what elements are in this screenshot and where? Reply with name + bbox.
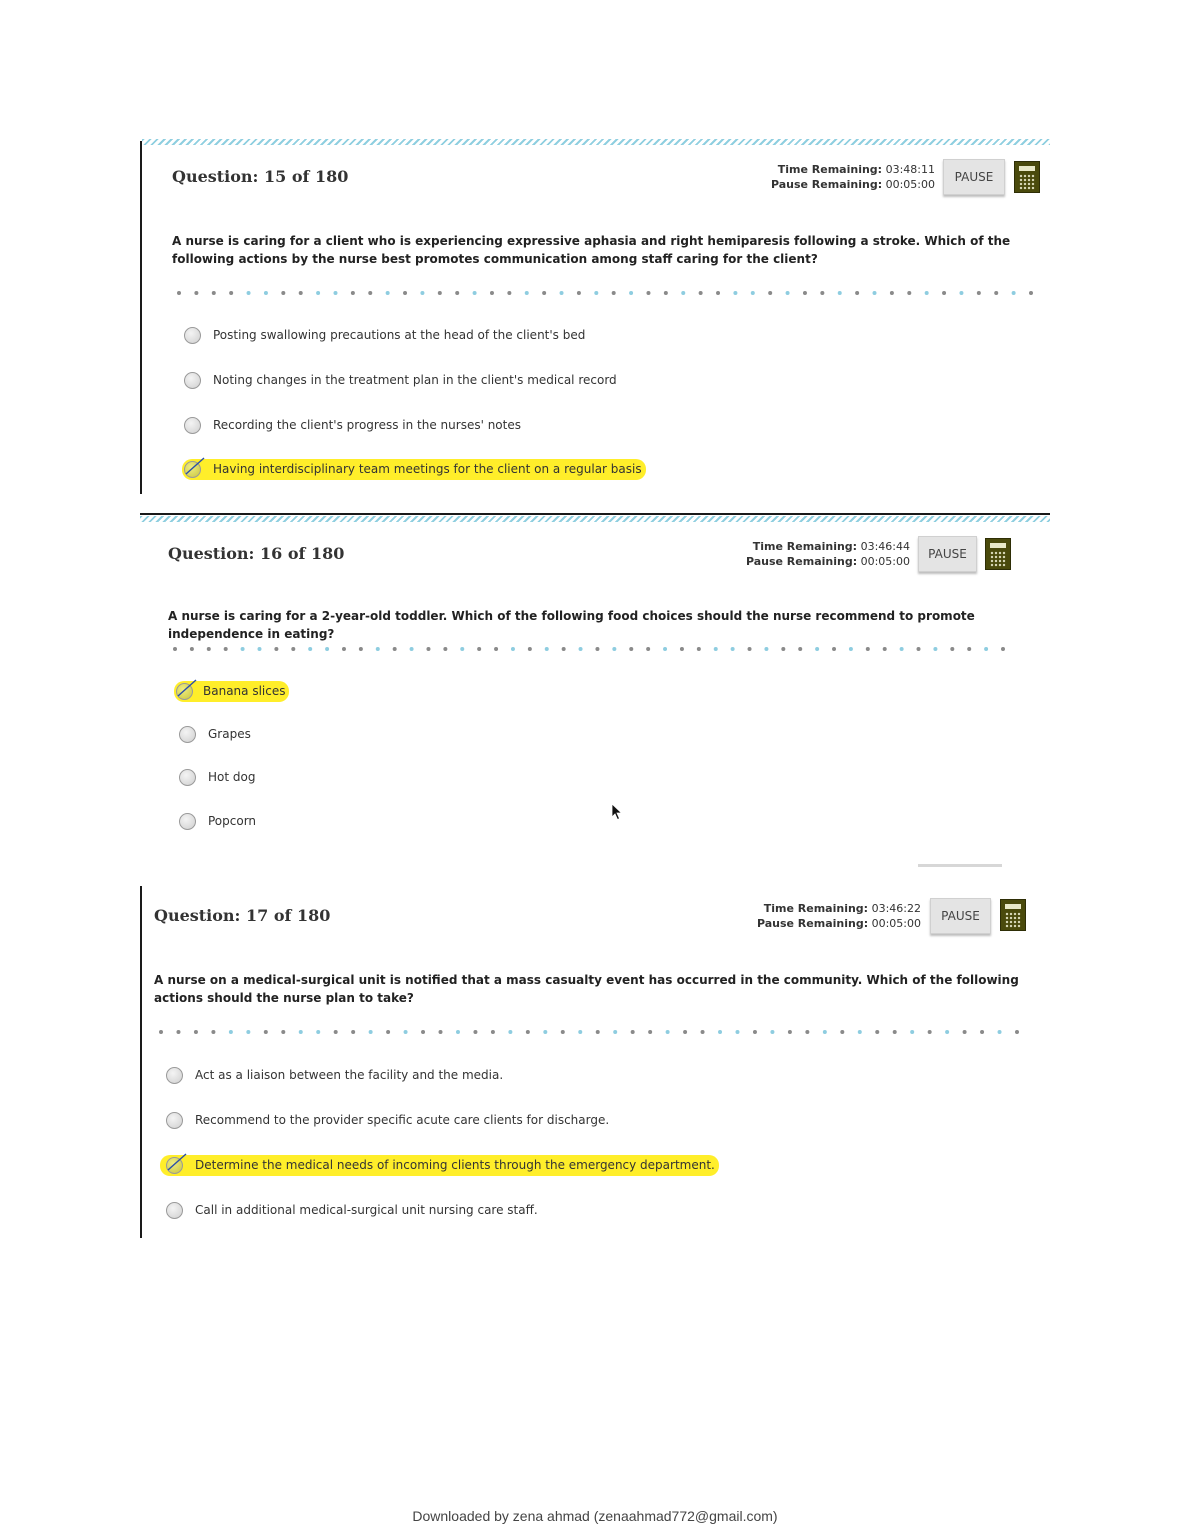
- progress-dot: [925, 291, 929, 295]
- time-remaining-value: 03:46:44: [860, 540, 910, 553]
- progress-dot: [751, 291, 755, 295]
- progress-dot: [666, 1030, 670, 1034]
- progress-dot: [490, 291, 494, 295]
- progress-dot: [308, 647, 312, 651]
- left-border: [140, 141, 142, 494]
- answer-option-label: Posting swallowing precautions at the head of the client's bed: [213, 328, 586, 342]
- progress-dot: [716, 291, 720, 295]
- radio-button[interactable]: [166, 1067, 183, 1084]
- progress-dot: [731, 647, 735, 651]
- progress-dot: [316, 291, 320, 295]
- progress-dot: [866, 647, 870, 651]
- progress-dot: [281, 291, 285, 295]
- progress-dot: [683, 1030, 687, 1034]
- progress-dot: [873, 291, 877, 295]
- answer-option[interactable]: [166, 1198, 538, 1222]
- progress-dot: [1001, 647, 1005, 651]
- progress-dot: [977, 291, 981, 295]
- progress-dot: [594, 291, 598, 295]
- radio-button[interactable]: [184, 372, 201, 389]
- progress-dot: [194, 1030, 198, 1034]
- left-border: [140, 886, 142, 1238]
- progress-dot: [823, 1030, 827, 1034]
- checkmark-icon: [165, 1152, 189, 1176]
- progress-dot: [229, 291, 233, 295]
- progress-dot: [815, 647, 819, 651]
- time-remaining-label: Time Remaining:: [763, 902, 869, 915]
- progress-dot: [994, 291, 998, 295]
- progress-dot: [494, 647, 498, 651]
- progress-dot: [714, 647, 718, 651]
- progress-dot: [1029, 291, 1033, 295]
- progress-dot: [403, 291, 407, 295]
- checkmark-icon: [175, 678, 199, 702]
- progress-dot: [629, 647, 633, 651]
- progress-dot: [967, 647, 971, 651]
- pause-remaining-value: 00:05:00: [871, 917, 921, 930]
- progress-dot: [264, 291, 268, 295]
- progress-dot: [410, 647, 414, 651]
- progress-dot: [561, 1030, 565, 1034]
- progress-dot: [177, 291, 181, 295]
- progress-dot: [858, 1030, 862, 1034]
- pause-remaining-value: 00:05:00: [860, 555, 910, 568]
- progress-dot: [890, 291, 894, 295]
- progress-dot: [963, 1030, 967, 1034]
- progress-dot: [334, 1030, 338, 1034]
- timer-panel: [735, 539, 910, 569]
- progress-dot: [578, 1030, 582, 1034]
- progress-dot: [596, 1030, 600, 1034]
- progress-dot: [507, 291, 511, 295]
- answer-option-selected[interactable]: [174, 679, 289, 703]
- top-border: [142, 139, 1050, 145]
- timer-panel: [746, 901, 921, 931]
- progress-dot: [663, 647, 667, 651]
- progress-dot: [274, 647, 278, 651]
- progress-dots: [176, 290, 1034, 296]
- progress-dot: [393, 647, 397, 651]
- progress-dot: [369, 1030, 373, 1034]
- progress-dot: [900, 647, 904, 651]
- question-title: Question: 16 of 180: [168, 544, 345, 563]
- radio-button[interactable]: [179, 813, 196, 830]
- progress-dot: [316, 1030, 320, 1034]
- progress-dot: [543, 1030, 547, 1034]
- progress-dot: [455, 291, 459, 295]
- progress-dot: [526, 1030, 530, 1034]
- pause-button[interactable]: PAUSE: [918, 536, 977, 572]
- progress-dot: [224, 647, 228, 651]
- answer-option-label: Noting changes in the treatment plan in the client's medical record: [213, 373, 617, 387]
- progress-dot: [959, 291, 963, 295]
- progress-dot: [351, 1030, 355, 1034]
- progress-dot: [838, 291, 842, 295]
- progress-dot: [577, 291, 581, 295]
- radio-button[interactable]: [184, 417, 201, 434]
- progress-dot: [718, 1030, 722, 1034]
- progress-dot: [190, 647, 194, 651]
- progress-dot: [612, 291, 616, 295]
- answer-option[interactable]: [166, 1063, 503, 1087]
- checkmark-icon: [183, 456, 207, 480]
- answer-option[interactable]: [184, 368, 617, 392]
- progress-dot: [646, 291, 650, 295]
- progress-dot: [194, 291, 198, 295]
- progress-dot: [473, 1030, 477, 1034]
- answer-option[interactable]: [179, 722, 251, 746]
- progress-dot: [764, 647, 768, 651]
- progress-dot: [950, 647, 954, 651]
- progress-dot: [376, 647, 380, 651]
- progress-dot: [439, 1030, 443, 1034]
- progress-dot: [613, 1030, 617, 1034]
- progress-dot: [849, 647, 853, 651]
- progress-dot: [917, 647, 921, 651]
- answer-option-label: Determine the medical needs of incoming clients through the emergency department.: [195, 1158, 715, 1172]
- progress-dot: [545, 647, 549, 651]
- progress-dot: [883, 647, 887, 651]
- radio-button[interactable]: [179, 769, 196, 786]
- section-divider: [140, 513, 1050, 515]
- answer-highlight: [160, 1155, 719, 1176]
- answer-option-selected[interactable]: [160, 1153, 719, 1177]
- progress-dot: [855, 291, 859, 295]
- progress-dot: [629, 291, 633, 295]
- progress-dot: [443, 647, 447, 651]
- answer-option[interactable]: [184, 413, 521, 437]
- time-remaining-label: Time Remaining:: [777, 163, 883, 176]
- progress-dot: [368, 291, 372, 295]
- progress-dot: [681, 291, 685, 295]
- progress-dot: [701, 1030, 705, 1034]
- progress-dot: [984, 647, 988, 651]
- pause-button[interactable]: PAUSE: [930, 898, 991, 934]
- progress-dot: [788, 1030, 792, 1034]
- progress-dot: [460, 647, 464, 651]
- progress-dot: [491, 1030, 495, 1034]
- question-title: Question: 17 of 180: [154, 906, 331, 925]
- progress-dot: [631, 1030, 635, 1034]
- progress-dot: [159, 1030, 163, 1034]
- progress-dot: [648, 1030, 652, 1034]
- progress-dot: [173, 647, 177, 651]
- progress-dot: [803, 291, 807, 295]
- answer-option-label: Call in additional medical-surgical unit nursing care staff.: [195, 1203, 538, 1217]
- answer-option-label: Act as a liaison between the facility and the media.: [195, 1068, 504, 1082]
- progress-dot: [426, 647, 430, 651]
- progress-dot: [212, 291, 216, 295]
- answer-option[interactable]: [184, 323, 585, 347]
- progress-dot: [264, 1030, 268, 1034]
- progress-dot: [907, 291, 911, 295]
- progress-dot: [893, 1030, 897, 1034]
- answer-highlight: [174, 681, 289, 702]
- progress-dot: [473, 291, 477, 295]
- answer-option-label: Banana slices: [203, 684, 286, 698]
- progress-dot: [910, 1030, 914, 1034]
- progress-dot: [1012, 291, 1016, 295]
- answer-option-label: Having interdisciplinary team meetings for the client on a regular basis: [213, 462, 642, 476]
- progress-dot: [579, 647, 583, 651]
- progress-dot: [820, 291, 824, 295]
- progress-dot: [945, 1030, 949, 1034]
- pause-remaining-value: 00:05:00: [885, 178, 935, 191]
- progress-dot: [781, 647, 785, 651]
- answer-option[interactable]: [166, 1108, 609, 1132]
- progress-dot: [942, 291, 946, 295]
- radio-button[interactable]: [166, 1112, 183, 1129]
- progress-dot: [211, 1030, 215, 1034]
- answer-option[interactable]: [179, 765, 255, 789]
- progress-dot: [786, 291, 790, 295]
- calculator-icon[interactable]: [1000, 899, 1026, 931]
- progress-dot: [359, 647, 363, 651]
- question-stem: A nurse is caring for a 2-year-old toddler. Which of the following food choices should the nurse recommend to promote independence in eating?: [168, 609, 975, 641]
- progress-dot: [735, 1030, 739, 1034]
- progress-dot: [257, 647, 261, 651]
- progress-dot: [421, 1030, 425, 1034]
- progress-dot: [980, 1030, 984, 1034]
- progress-dot: [247, 291, 251, 295]
- question-title: Question: 15 of 180: [172, 167, 349, 186]
- mouse-cursor-icon: [611, 803, 623, 821]
- progress-dot: [595, 647, 599, 651]
- progress-dot: [291, 647, 295, 651]
- progress-dot: [875, 1030, 879, 1034]
- calculator-icon[interactable]: [1014, 161, 1040, 193]
- progress-dot: [560, 291, 564, 295]
- pause-remaining-label: Pause Remaining:: [770, 178, 883, 191]
- progress-dot: [342, 647, 346, 651]
- top-border: [140, 516, 1050, 522]
- progress-dot: [542, 291, 546, 295]
- progress-dot: [768, 291, 772, 295]
- time-remaining-value: 03:46:22: [871, 902, 921, 915]
- progress-dot: [420, 291, 424, 295]
- progress-dot: [798, 647, 802, 651]
- time-remaining-value: 03:48:11: [885, 163, 935, 176]
- answer-option-label: Popcorn: [208, 814, 257, 828]
- progress-dot: [928, 1030, 932, 1034]
- progress-dot: [229, 1030, 233, 1034]
- answer-highlight: [182, 459, 646, 480]
- progress-dot: [386, 291, 390, 295]
- radio-button-checked[interactable]: [176, 683, 193, 700]
- calculator-icon[interactable]: [985, 538, 1011, 570]
- progress-dot: [697, 647, 701, 651]
- progress-dot: [281, 1030, 285, 1034]
- progress-dot: [351, 291, 355, 295]
- progress-dot: [832, 647, 836, 651]
- progress-dot: [299, 1030, 303, 1034]
- progress-dot: [404, 1030, 408, 1034]
- progress-dot: [508, 1030, 512, 1034]
- radio-button[interactable]: [166, 1202, 183, 1219]
- progress-dot: [333, 291, 337, 295]
- download-footer: Downloaded by zena ahmad (zenaahmad772@gmail.com): [412, 1508, 778, 1524]
- progress-dot: [246, 1030, 250, 1034]
- progress-dot: [680, 647, 684, 651]
- progress-dot: [456, 1030, 460, 1034]
- pause-button[interactable]: PAUSE: [943, 159, 1005, 195]
- progress-dot: [646, 647, 650, 651]
- progress-dot: [207, 647, 211, 651]
- progress-dots: [172, 646, 1006, 652]
- answer-option-selected[interactable]: [182, 457, 646, 481]
- answer-option-label: Hot dog: [208, 770, 256, 784]
- progress-dot: [699, 291, 703, 295]
- question-stem: A nurse on a medical-surgical unit is notified that a mass casualty event has occurred in the community. Which of the following actions should the nurse plan to take?: [154, 973, 1019, 1005]
- progress-dot: [1015, 1030, 1019, 1034]
- radio-button[interactable]: [184, 327, 201, 344]
- answer-option-label: Recording the client's progress in the nurses' notes: [213, 418, 521, 432]
- answer-option[interactable]: [179, 809, 256, 833]
- scroll-indicator: [918, 864, 1002, 867]
- pause-remaining-label: Pause Remaining:: [756, 917, 869, 930]
- progress-dot: [733, 291, 737, 295]
- progress-dot: [386, 1030, 390, 1034]
- progress-dot: [612, 647, 616, 651]
- progress-dot: [753, 1030, 757, 1034]
- progress-dot: [562, 647, 566, 651]
- progress-dot: [840, 1030, 844, 1034]
- progress-dots: [158, 1029, 1020, 1035]
- progress-dot: [438, 291, 442, 295]
- progress-dot: [241, 647, 245, 651]
- progress-dot: [477, 647, 481, 651]
- progress-dot: [525, 291, 529, 295]
- radio-button-checked[interactable]: [184, 461, 201, 478]
- progress-dot: [805, 1030, 809, 1034]
- progress-dot: [933, 647, 937, 651]
- progress-dot: [664, 291, 668, 295]
- radio-button[interactable]: [179, 726, 196, 743]
- progress-dot: [998, 1030, 1002, 1034]
- progress-dot: [299, 291, 303, 295]
- time-remaining-label: Time Remaining:: [752, 540, 858, 553]
- pause-remaining-label: Pause Remaining:: [745, 555, 858, 568]
- progress-dot: [176, 1030, 180, 1034]
- answer-option-label: Grapes: [208, 727, 251, 741]
- progress-dot: [325, 647, 329, 651]
- progress-dot: [511, 647, 515, 651]
- progress-dot: [528, 647, 532, 651]
- progress-dot: [770, 1030, 774, 1034]
- timer-panel: [760, 162, 935, 192]
- radio-button-checked[interactable]: [166, 1157, 183, 1174]
- progress-dot: [748, 647, 752, 651]
- question-stem: A nurse is caring for a client who is experiencing expressive aphasia and right hemiparesis following a stroke. Which of the following actions by the nurse best promotes communication among staff caring for the client?: [172, 234, 1011, 266]
- answer-option-label: Recommend to the provider specific acute care clients for discharge.: [195, 1113, 610, 1127]
